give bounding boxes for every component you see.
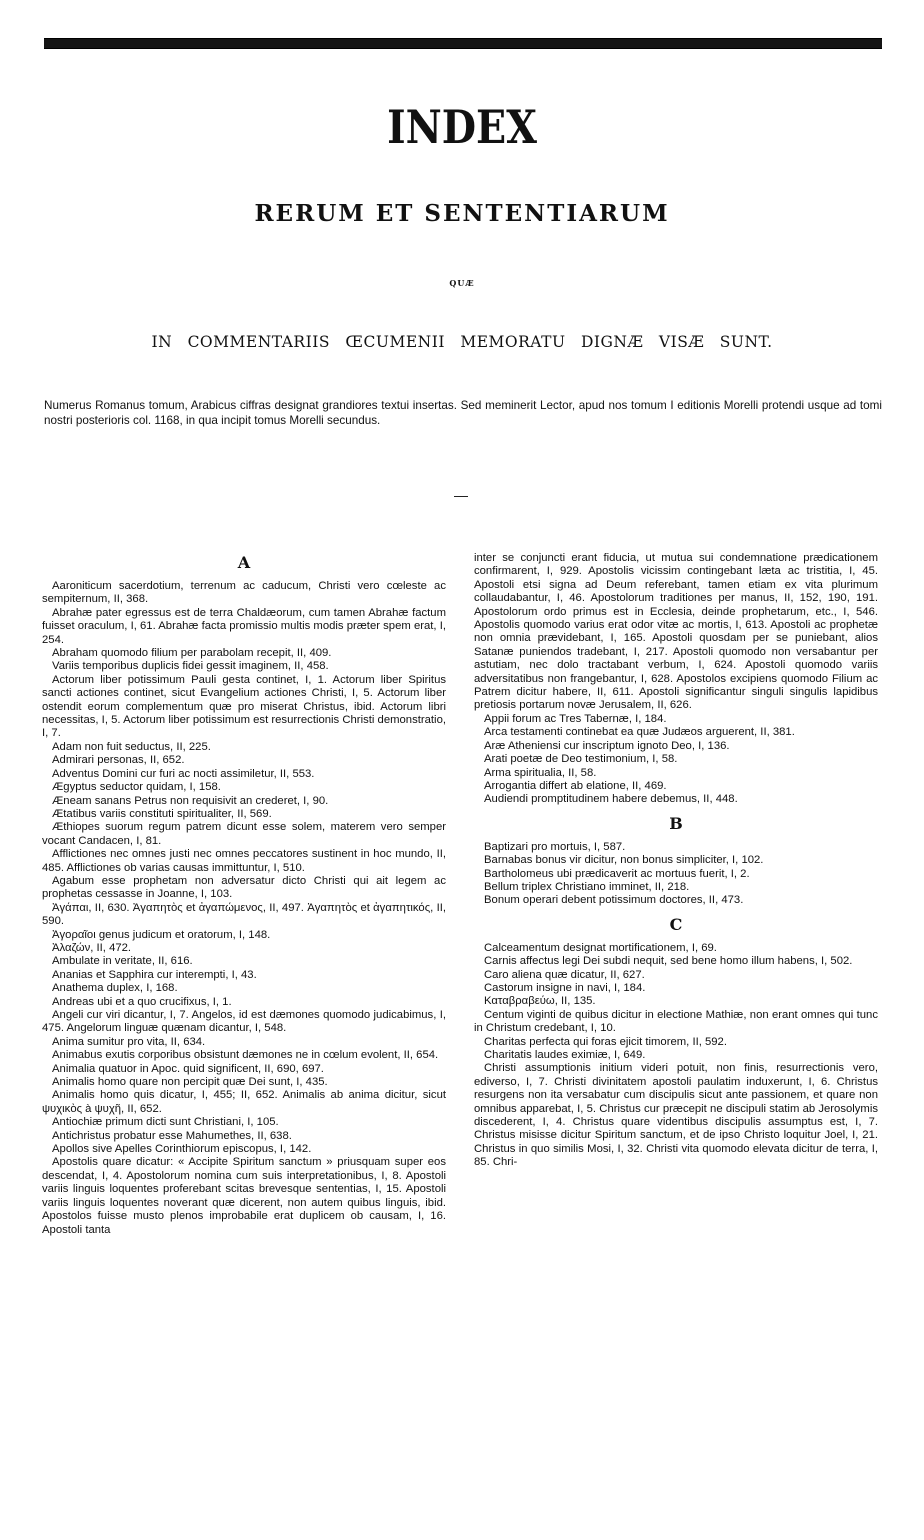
index-entry: Antiochiæ primum dicti sunt Christiani, I, 105. (52, 1116, 279, 1129)
index-entry: Apostolis quare dicatur: « Accipite Spiritum sanctum » priusquam super eos descendat, I, 4. Apostolorum nomina cum suis interpretationibus, I, 8. Apostoli variis linguis loquentes proferebant scitas brevesque sententias, I, 15. Apostoli variis linguis loquentes noverant quæ dicerent, non autem quibus linguis, ibid. Apostolos fuisse musto plenos improbabile erat duplicem ob causam, I, 16. Apostoli tanta (42, 1156, 446, 1236)
index-entry: Ἀλαζών, II, 472. (52, 941, 132, 954)
index-entry: Adam non fuit seductus, II, 225. (52, 740, 211, 753)
index-entry: Ἀγάπαι, II, 630. Ἀγαπητὸς et ἀγαπώμενος, II, 497. Ἀγαπητὸς et ἀγαπητικός, II, 590. (42, 901, 446, 928)
index-entry: Adventus Domini cur furi ac nocti assimiletur, II, 553. (52, 767, 315, 780)
index-entry: Baptizari pro mortuis, I, 587. (484, 840, 626, 853)
qua-label: QUÆ (449, 278, 475, 288)
index-entry: Charitatis laudes eximiæ, I, 649. (484, 1049, 646, 1061)
index-entry: Arca testamenti continebat ea quæ Judæos arguerent, II, 381. (484, 726, 795, 739)
entry-list-a-continued (474, 552, 878, 807)
index-entry: Animabus exutis corporibus obsistunt dæmones ne in cœlum evolent, II, 654. (52, 1049, 439, 1062)
index-entry: Variis temporibus duplicis fidei gessit imaginem, II, 458. (52, 660, 329, 673)
index-entry: Agabum esse prophetam non adversatur dicto Christi qui ait legem ac prophetas cessasse in Joanne, I, 103. (42, 874, 446, 901)
index-entry: Anima sumitur pro vita, II, 634. (52, 1035, 206, 1048)
index-entry: Bartholomeus ubi prædicaverit ac mortuus fuerit, I, 2. (484, 867, 750, 880)
index-entry: Centum viginti de quibus dicitur in electione Mathiæ, non erant omnes qui tunc in Christum credebant, I, 10. (474, 1008, 878, 1035)
page-subtitle-secondary: IN COMMENTARIIS ŒCUMENII MEMORATU DIGNÆ VISÆ SUNT. (151, 333, 773, 351)
index-entry: Barnabas bonus vir dicitur, non bonus simpliciter, I, 102. (484, 854, 764, 867)
index-entry: Animalia quatuor in Apoc. quid significent, II, 690, 697. (52, 1062, 324, 1075)
index-entry: Animalis homo quare non percipit quæ Dei sunt, I, 435. (52, 1076, 328, 1089)
section-letter-a: A (237, 553, 251, 572)
entry-list-b (474, 841, 878, 908)
index-entry: Christi assumptionis initium videri potuit, non finis, resurrectionis vero, ediverso, I, 7. Christi divinitatem apostoli paulatim induxerunt, I, 6. Christus resurgens non ita versabatur cum discipulis sicut ante passionem, et quare non omnibus apparebat, I, 5. Christus cur præcepit ne discipuli statim ab Jerosolymis discederent, I, 4. Christus quare videntibus discipulis assumptus est, I, 7. Christus misisse dicitur Spiritum sanctum, et de ipso Christo loquitur Joel, I, 21. Christus in quo similis Mosi, I, 32. Christi vita quomodo elevata dicitur de terra, I, 85. Chri- (474, 1062, 878, 1169)
index-entry: Antichristus probatur esse Mahumethes, II, 638. (52, 1129, 292, 1142)
page-title: INDEX (387, 100, 537, 154)
index-entry: Audiendi promptitudinem habere debemus, II, 448. (484, 793, 738, 806)
index-entry: Καταβραβεύω, II, 135. (484, 995, 596, 1008)
index-entry: Andreas ubi et a quo crucifixus, I, 1. (52, 995, 232, 1008)
index-entry: Anathema duplex, I, 168. (52, 982, 178, 995)
index-entry: Angeli cur viri dicantur, I, 7. Angelos, id est dæmones quomodo judicabimus, I, 475. Angelorum linguæ quænam dicantur, I, 548. (42, 1009, 446, 1035)
editorial-note: Numerus Romanus tomum, Arabicus ciffras designat grandiores textui insertas. Sed meminerit Lector, apud nos tomum I editionis Morelli protendi usque ad tomi nostri posterioris col. 1168, in qua incipit tomus Morelli secundus. (44, 399, 882, 427)
left-column (42, 552, 446, 1237)
index-entry: Æneam sanans Petrus non requisivit an crederet, I, 90. (52, 794, 329, 807)
section-letter-c: C (669, 914, 683, 934)
index-entry: Arma spiritualia, II, 58. (484, 766, 597, 779)
index-entry: Appii forum ac Tres Tabernæ, I, 184. (484, 712, 667, 725)
index-entry: Calceamentum designat mortificationem, I, 69. (484, 941, 717, 954)
index-entry: Aræ Atheniensi cur inscriptum ignoto Deo, I, 136. (484, 739, 730, 752)
index-entry: Admirari personas, II, 652. (52, 754, 185, 767)
index-entry: Abraham quomodo filium per parabolam recepit, II, 409. (52, 647, 332, 660)
index-entry: Afflictiones nec omnes justi nec omnes peccatores sustinent in hoc mundo, II, 485. Afflictiones ob varias causas immittuntur, I, 510. (42, 848, 446, 874)
entry-list-a (42, 580, 446, 1237)
right-column (474, 552, 878, 1170)
index-entry: Arrogantia differt ab elatione, II, 469. (484, 779, 667, 792)
page-subtitle: RERUM ET SENTENTIARUM (254, 200, 670, 227)
divider (454, 496, 468, 497)
index-entry: inter se conjuncti erant fiducia, ut mutua sui condemnatione prædicationem confirmarent, I, 929. Apostolis vicissim contingebant læta ac tristitia, I, 45. Apostoli etsi signa ad Deum referebant, tamen etiam ex vita plurimum collaudabantur, I, 46. Apostolorum traditiones per manus, II, 152, 190, 191. Apostolorum ordo primus est in Ecclesia, deinde prophetarum, etc., I, 546. Apostolis quomodo varius erat odor vitæ ac mortis, I, 613. Apostoli ac prophetæ non omnia prævidebant, I, 165. Apostoli quosdam per se puniebant, alios Satanæ puniendos tradebant, I, 217. Apostoli quomodo non versabantur per astutiam, nec dolo tractabant verbum, I, 624. Apostoli quomodo variis adversitatibus non frangebantur, I, 628. Apostolos excipiens quomodo Filium ac Patrem dicitur habere, II, 611. Apostoli significantur singuli singulis lapidibus pretiosis portarum novæ Jerusalem, II, 626. (474, 552, 878, 712)
index-entry: Arati poetæ de Deo testimonium, I, 58. (484, 753, 678, 766)
index-entry: Animalis homo quis dicatur, I, 455; II, 652. Animalis ab anima dicitur, sicut ψυχικὸς à ψυχῆ, II, 652. (42, 1089, 446, 1115)
top-rule (44, 38, 882, 49)
index-entry: Castorum insigne in navi, I, 184. (484, 981, 646, 994)
section-letter-b: B (669, 813, 683, 833)
index-entry: Ætatibus variis constituti spiritualiter, II, 569. (52, 807, 272, 820)
index-entry: Bonum operari debent potissimum doctores, II, 473. (484, 894, 744, 907)
index-entry: Bellum triplex Christiano imminet, II, 218. (484, 880, 690, 893)
index-entry: Actorum liber potissimum Pauli gesta continet, I, 1. Actorum liber Spiritus sancti actiones continet, sicut Evangelium actiones Christi, I, 5. Actorum liber ostendit eorum complementum quæ pro miserat Christus, ibid. Actorum libri necessitas, I, 5. Actorum liber potissimum est resurrectionis Christi demonstratio, I, 7. (42, 673, 446, 740)
index-entry: Ægyptus seductor quidam, I, 158. (52, 781, 221, 794)
index-entry: Ἀγοραῖοι genus judicum et oratorum, I, 148. (52, 928, 271, 941)
index-entry: Æthiopes suorum regum patrem dicunt esse solem, materem vero semper vocant Candacen, I, 81. (42, 821, 446, 847)
entry-list-c (474, 942, 878, 1170)
index-entry: Ananias et Sapphira cur interempti, I, 43. (52, 968, 257, 981)
index-entry: Carnis affectus legi Dei subdi nequit, sed bene homo illum habens, I, 502. (484, 955, 853, 968)
index-entry: Abrahæ pater egressus est de terra Chaldæorum, cum tamen Abrahæ factum fuisset oraculum, I, 61. Abrahæ facta promissio multis modis præter spem erat, I, 254. (42, 606, 446, 646)
index-entry: Apollos sive Apelles Corinthiorum episcopus, I, 142. (52, 1143, 312, 1156)
index-entry: Ambulate in veritate, II, 616. (52, 955, 193, 968)
index-entry: Charitas perfecta qui foras ejicit timorem, II, 592. (484, 1035, 727, 1048)
index-entry: Caro aliena quæ dicatur, II, 627. (484, 968, 645, 981)
index-entry: Aaroniticum sacerdotium, terrenum ac caducum, Christi vero cœleste ac sempiternum, II, 368. (42, 580, 446, 606)
